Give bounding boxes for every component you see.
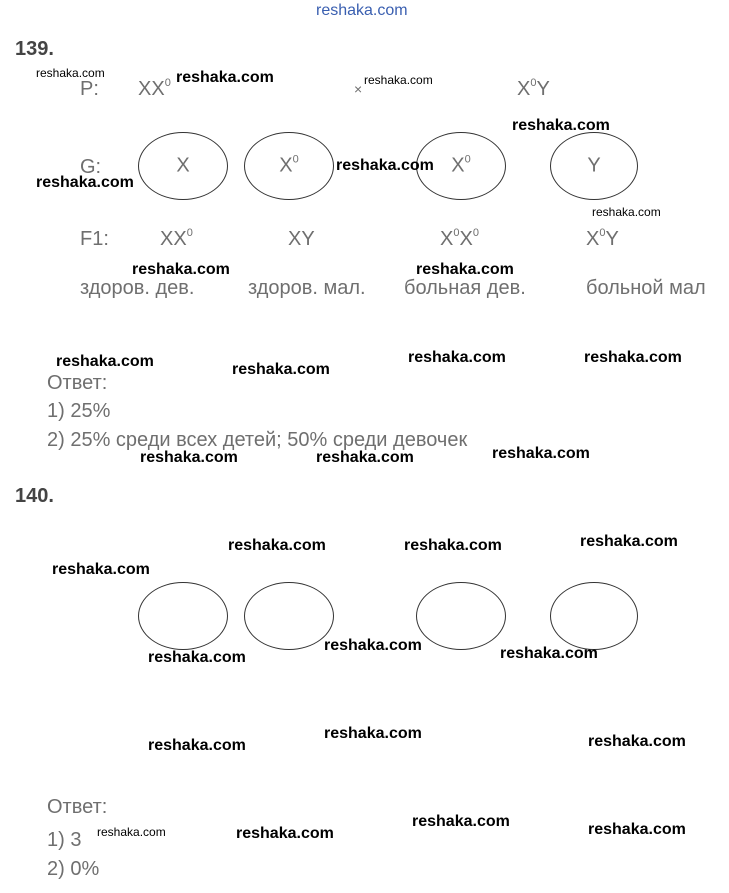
watermark: reshaka.com	[412, 813, 510, 830]
task-140-oval-4	[550, 582, 638, 650]
watermark: reshaka.com	[408, 349, 506, 366]
task-140-oval-3	[416, 582, 506, 650]
watermark: reshaka.com	[228, 537, 326, 554]
offspring-phenotype-4: больной мал	[586, 277, 706, 299]
watermark: reshaka.com	[97, 825, 166, 839]
task-140-answer-label: Ответ:	[47, 796, 108, 818]
task-140-answer-1: 1) 3	[47, 829, 82, 851]
gamete-2: $X^0$	[279, 153, 299, 177]
watermark: reshaka.com	[176, 69, 274, 86]
watermark: reshaka.com	[500, 645, 598, 662]
watermark: reshaka.com	[148, 649, 246, 666]
gamete-1: X	[176, 154, 190, 177]
watermark: reshaka.com	[364, 73, 433, 87]
watermark: reshaka.com	[336, 157, 434, 174]
gamete-4: Y	[587, 154, 601, 177]
offspring-genotype-4: $X^0Y$	[586, 227, 619, 250]
watermark: reshaka.com	[324, 637, 422, 654]
task-140-oval-2	[244, 582, 334, 650]
watermark: reshaka.com	[232, 361, 330, 378]
gamete-oval-4	[550, 132, 638, 200]
task-140-oval-1	[138, 582, 228, 650]
watermark: reshaka.com	[324, 725, 422, 742]
watermark: reshaka.com	[584, 349, 682, 366]
watermark: reshaka.com	[580, 533, 678, 550]
watermark: reshaka.com	[36, 174, 134, 191]
task-139-answer-2: 2) 25% среди всех детей; 50% среди девочек	[47, 429, 468, 451]
offspring-genotype-3: $X^0X^0$	[440, 227, 479, 250]
watermark: reshaka.com	[588, 821, 686, 838]
p-label: P:	[80, 78, 99, 100]
task-139-answer-label: Ответ:	[47, 372, 108, 394]
gamete-oval-2	[244, 132, 334, 200]
watermark: reshaka.com	[588, 733, 686, 750]
watermark: reshaka.com	[132, 261, 230, 278]
cross-sign: ×	[354, 81, 363, 97]
offspring-genotype-1: $XX^0$	[160, 227, 193, 250]
offspring-phenotype-1: здоров. дев.	[80, 277, 195, 299]
offspring-genotype-2: XY	[288, 228, 315, 250]
task-139-number: 139.	[15, 38, 54, 60]
gamete-3: $X^0$	[451, 153, 471, 177]
watermark: reshaka.com	[140, 449, 238, 466]
task-140-answer-2: 2) 0%	[47, 858, 100, 880]
watermark: reshaka.com	[512, 117, 610, 134]
p-female-genotype: $XX^0$	[138, 77, 171, 100]
watermark: reshaka.com	[236, 825, 334, 842]
task-140-number: 140.	[15, 485, 54, 507]
watermark: reshaka.com	[404, 537, 502, 554]
g-label: G:	[80, 156, 102, 178]
site-watermark-header[interactable]: reshaka.com	[316, 2, 408, 19]
offspring-phenotype-3: больная дев.	[404, 277, 526, 299]
watermark: reshaka.com	[416, 261, 514, 278]
gamete-oval-1	[138, 132, 228, 200]
watermark: reshaka.com	[316, 449, 414, 466]
watermark: reshaka.com	[592, 205, 661, 219]
watermark: reshaka.com	[56, 353, 154, 370]
p-male-genotype: $X^0Y$	[517, 77, 550, 100]
task-139-answer-1: 1) 25%	[47, 400, 111, 422]
offspring-phenotype-2: здоров. мал.	[248, 277, 366, 299]
watermark: reshaka.com	[36, 66, 105, 80]
watermark: reshaka.com	[52, 561, 150, 578]
watermark: reshaka.com	[492, 445, 590, 462]
f1-label: F1:	[80, 228, 109, 250]
watermark: reshaka.com	[148, 737, 246, 754]
